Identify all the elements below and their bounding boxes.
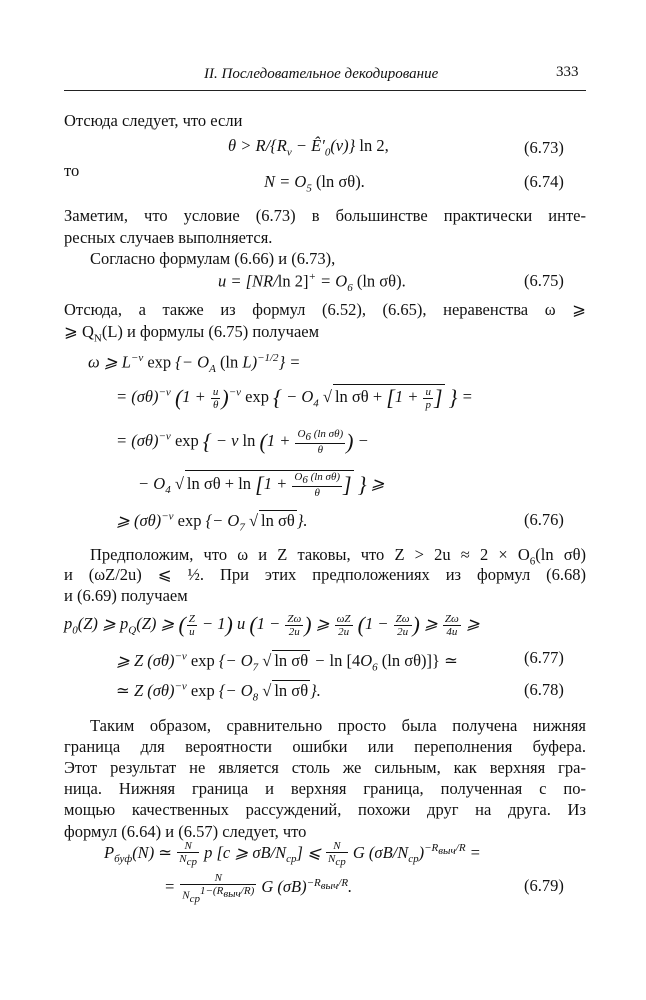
paragraph-6-line-5: мощью качественных рассуждений, похожи друг на друга. Из xyxy=(64,800,586,819)
equation-6-79-line-1: $P_{буф}(N)$ ≃ $\frac{N}{N_{ср}}$ p [c ⩾ $\sigma B/N_{ср}$] ⩽ $\frac{N}{N_{ср}}$ G $(\sigma B/N_{ср})^{-R_{выч}/R}$ = xyxy=(104,840,481,869)
equation-6-76-line-3: = $(\sigma\theta)^{-\nu}$ exp { − ν ln (1 + $\frac{O_6 (\ln \sigma\theta)}{\theta}$ ) − xyxy=(116,428,369,457)
equation-number: (6.79) xyxy=(524,876,564,895)
paragraph-5-line-1: Предположим, что ω и Z таковы, что $Z > 2u \approx 2 \times O_6(\ln$ σθ) xyxy=(90,545,587,568)
equation-6-77-line-1: $p_0(Z)$ ⩾ $p_Q(Z)$ ⩾ ( $\frac{Z}{u}$ − 1) u (1 − $\frac{Z\omega}{2u}$ ) ⩾ $\frac{\omega Z}{2u}$ (1 − $\frac{Z\omega}{2u}$ ) ⩾ $\frac{Z\omega}{4u}$ ⩾ xyxy=(64,612,480,638)
paragraph-6-line-1: Таким образом, сравнительно просто была получена нижняя xyxy=(90,716,586,735)
equation-number: (6.74) xyxy=(524,172,564,191)
equation-number: (6.73) xyxy=(524,138,564,157)
equation-6-77-line-2: ⩾ Z $(\sigma\theta)^{-\nu}$ exp {− $O_7$ √ $\ln \sigma\theta - \ln [4O_6$ (ln σθ)]} ≃ xyxy=(116,650,458,674)
equation-6-73: $\theta > R/\{R_\nu$ − $Ê'_0(\nu)$} ln 2, xyxy=(228,136,389,159)
equation-6-76-line-2: = $(\sigma\theta)^{-\nu}$ (1 + $\frac{u}{\theta}$ )$^{-\nu}$ exp { − $O_4$ √ ln σθ + [1 + $\frac{u}{p}$ ] } = xyxy=(116,385,473,411)
paragraph-5-line-3: и (6.69) получаем xyxy=(64,586,188,605)
running-title: II. Последовательное декодирование xyxy=(204,66,439,82)
equation-number: (6.78) xyxy=(524,680,564,699)
equation-6-74: $N = O_5$ (ln σθ). xyxy=(264,172,365,195)
paragraph-6-line-4: ница. Нижняя граница и верхняя граница, полученная с по- xyxy=(64,779,586,798)
equation-number: (6.76) xyxy=(524,510,564,529)
paragraph-5-line-2: и (ωZ/2u) ⩽ ½. При этих предположениях из формул (6.68) xyxy=(64,565,586,584)
equation-number: (6.75) xyxy=(524,271,564,290)
paragraph-6-line-2: граница для вероятности ошибки или переполнения буфера. xyxy=(64,737,586,756)
equation-6-78: ≃ Z $(\sigma\theta)^{-\nu}$ exp {− $O_8$ √ ln σθ }. xyxy=(116,680,321,704)
header-rule xyxy=(64,90,586,91)
paragraph-6-line-3: Этот результат не является столь же сильным, как верхняя гра- xyxy=(64,758,586,777)
paragraph-6-line-6: формул (6.64) и (6.57) следует, что xyxy=(64,822,307,841)
paragraph-4-line-2: ⩾ $Q_N(L)$ и формулы (6.75) получаем xyxy=(64,322,320,345)
paragraph-1: Отсюда следует, что если xyxy=(64,111,243,130)
paragraph-2-line-1: Заметим, что условие (6.73) в большинстве практически инте- xyxy=(64,206,586,225)
equation-6-76-line-5: ⩾ $(\sigma\theta)^{-\nu}$ exp {− $O_7$ √ ln σθ }. xyxy=(116,510,308,534)
equation-6-76-line-4: − $O_4$ √ ln σθ + ln [1 + $\frac{O_6 (\ln \sigma\theta)}{\theta}$ ] } ⩾ xyxy=(138,471,385,500)
equation-6-75: u = [NR/ln $2]^+ = O_6$ (ln σθ). xyxy=(218,271,406,294)
equation-6-76-line-1: ω ⩾ $L^{-\nu}$ exp {− $O_A$ (ln L)$^{-1/2}$} = xyxy=(88,352,301,375)
equation-number: (6.77) xyxy=(524,648,564,667)
paragraph-3: Согласно формулам (6.66) и (6.73), xyxy=(90,249,336,268)
paragraph-2-line-2: ресных случаев выполняется. xyxy=(64,228,273,247)
equation-6-79-line-2: = $\frac{N}{N_{ср}^{1-(R_{выч}/R)}}$ G $(\sigma B)^{-R_{выч}/R}$. xyxy=(164,872,353,905)
page-number: 333 xyxy=(556,64,579,80)
word-to: то xyxy=(64,161,80,180)
paragraph-4-line-1: Отсюда, а также из формул (6.52), (6.65), неравенства ω ⩾ xyxy=(64,300,586,319)
